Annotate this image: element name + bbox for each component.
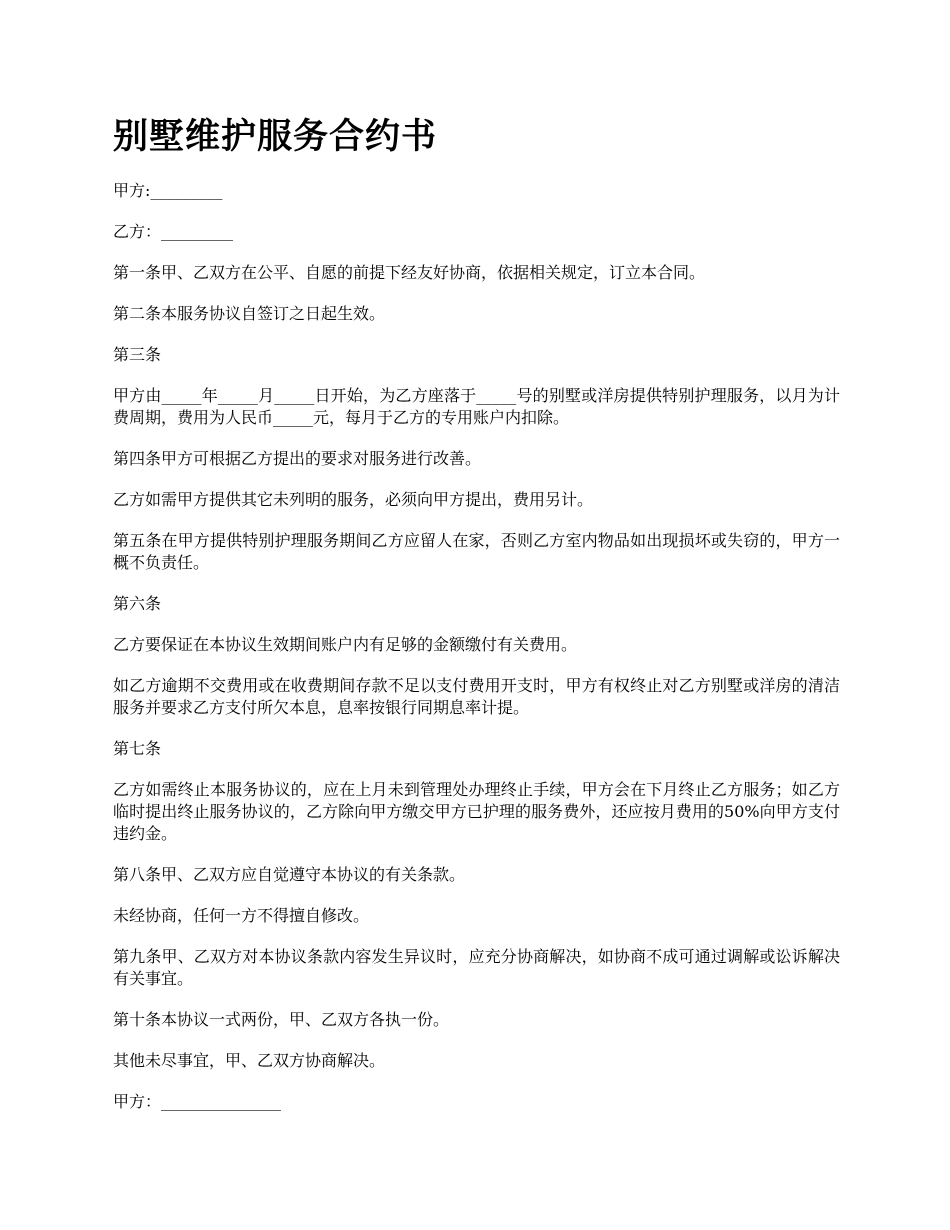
article-10: 第十条本协议一式两份，甲、乙双方各执一份。 [113, 1010, 450, 1029]
article-7-heading: 第七条 [113, 739, 162, 758]
document-title: 别墅维护服务合约书 [113, 117, 438, 157]
article-4-extra: 乙方如需甲方提供其它未列明的服务，必须向甲方提出，费用另计。 [113, 490, 594, 509]
party-a-signature-line: 甲方：_______________ [113, 1092, 282, 1111]
article-5: 第五条在甲方提供特别护理服务期间乙方应留人在家，否则乙方室内物品如出现损坏或失窃的，甲方一概不负责任。 [113, 531, 840, 572]
article-10-extra: 其他未尽事宜，甲、乙双方协商解决。 [113, 1051, 386, 1070]
article-7-body: 乙方如需终止本服务协议的，应在上月未到管理处办理终止手续，甲方会在下月终止乙方服务；如乙方临时提出终止服务协议的，乙方除向甲方缴交甲方已护理的服务费外，还应按月费用的50%向甲方支付违约金。 [113, 780, 840, 843]
article-3-body: 甲方由_____年_____月_____日开始，为乙方座落于_____号的别墅或洋房提供特别护理服务，以月为计费周期，费用为人民币_____元，每月于乙方的专用账户内扣除。 [113, 386, 840, 427]
article-4: 第四条甲方可根据乙方提出的要求对服务进行改善。 [113, 449, 482, 468]
article-2: 第二条本服务协议自签订之日起生效。 [113, 304, 386, 323]
article-9: 第九条甲、乙双方对本协议条款内容发生异议时，应充分协商解决，如协商不成可通过调解或讼诉解决有关事宜。 [113, 947, 840, 988]
article-6-body: 乙方要保证在本协议生效期间账户内有足够的金额缴付有关费用。 [113, 635, 578, 654]
article-6-heading: 第六条 [113, 594, 162, 613]
article-6-extra: 如乙方逾期不交费用或在收费期间存款不足以支付费用开支时，甲方有权终止对乙方别墅或洋房的清洁服务并要求乙方支付所欠本息，息率按银行同期息率计提。 [113, 676, 840, 717]
party-b-line: 乙方：_________ [113, 222, 234, 241]
article-3-heading: 第三条 [113, 345, 162, 364]
document-page [113, 112, 840, 1132]
article-8: 第八条甲、乙双方应自觉遵守本协议的有关条款。 [113, 865, 466, 884]
article-1: 第一条甲、乙双方在公平、自愿的前提下经友好协商，依据相关规定，订立本合同。 [113, 263, 706, 282]
article-8-extra: 未经协商，任何一方不得擅自修改。 [113, 906, 370, 925]
party-a-line: 甲方:_________ [113, 181, 223, 200]
